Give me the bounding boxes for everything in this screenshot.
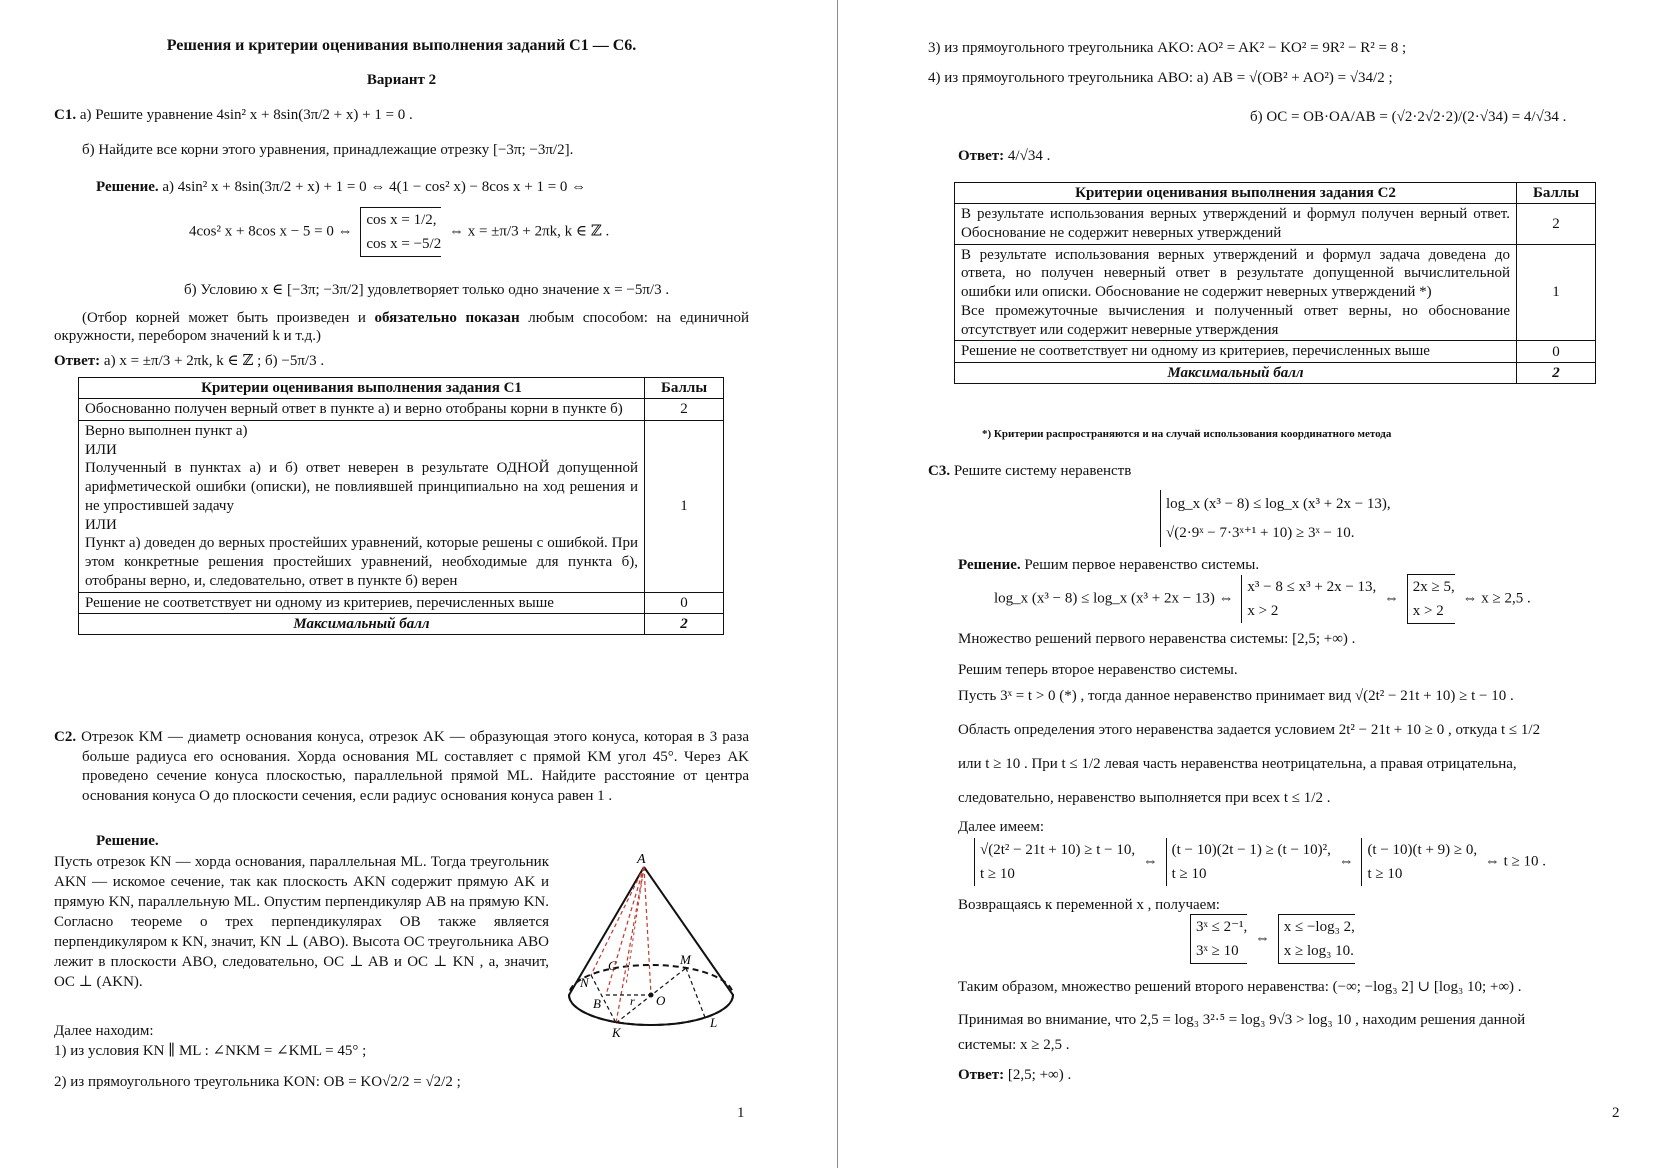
c1-case-2: cos x = −5/2 <box>366 236 442 252</box>
c3-final2: системы: x ≥ 2,5 . <box>958 1037 1070 1053</box>
footnote: *) Критерии распространяются и на случай использования координатного метода <box>982 428 1392 440</box>
criteria-text: Верно выполнен пункт а) <box>85 422 248 439</box>
c3-chain-end: ⇔ t ≥ 10 . <box>1484 853 1547 870</box>
c3-further: Далее имеем: <box>958 819 1045 835</box>
c1-note-part2: любым способом: на единичной окружности, перебором значений k и т.д.) <box>54 310 749 344</box>
variant-heading: Вариант 2 <box>366 72 437 88</box>
criteria-or: ИЛИ <box>85 516 117 533</box>
criteria-text-multi <box>955 244 1517 341</box>
cone-figure <box>556 845 746 1040</box>
c1-criteria-table <box>78 377 724 635</box>
c3-ret-line: x ≤ −log₃ 2, <box>1283 919 1355 935</box>
c1-criteria-header: Критерии оценивания выполнения задания С1 <box>79 378 645 399</box>
c1-task-b: б) Найдите все корни этого уравнения, принадлежащие отрезку [−3π; −3π/2]. <box>82 142 574 158</box>
label-l: L <box>710 1015 718 1030</box>
c3-answer-text: [2,5; +∞) . <box>1007 1067 1072 1083</box>
c2-answer-text: 4/√34 . <box>1007 148 1051 164</box>
c3-answer-label: Ответ: <box>958 1067 1005 1083</box>
label-a: A <box>637 852 646 867</box>
c3-ret-line: x ≥ log₃ 10. <box>1283 943 1354 959</box>
c2-criteria-header: Критерии оценивания выполнения задания С2 <box>955 183 1517 204</box>
c3-first-sys-b <box>1407 574 1455 624</box>
c1-cos-cases <box>360 207 441 257</box>
c3-chain-line: t ≥ 10 <box>1171 866 1207 882</box>
c3-first-inequality <box>994 574 1531 624</box>
label-b: B <box>593 996 601 1011</box>
c3-sys-1: log_x (x³ − 8) ≤ log_x (x³ + 2x − 13), <box>1166 496 1391 512</box>
c2-step4a: 4) из прямоугольного треугольника ABO: а) AB = √(OB² + AO²) = √34/2 ; <box>928 70 1393 86</box>
criteria-points: 2 <box>1517 204 1596 245</box>
height-ab <box>606 867 644 995</box>
criteria-or: ИЛИ <box>85 441 117 458</box>
c3-first-sys-line: x > 2 <box>1412 603 1444 619</box>
table-row <box>955 244 1596 341</box>
c2-step3: 3) из прямоугольного треугольника AKO: AO² = AK² − KO² = 9R² − R² = 8 ; <box>928 40 1407 56</box>
criteria-text: Пункт а) доведен до верных простейших уравнений, которые решены с ошибкой. При этом конкретные решения простейших уравнений, необходимые для пункта б), отобраны верно, и, следовательно, ответ в пункте б) верен <box>85 535 638 589</box>
table-row <box>955 363 1596 384</box>
c3-ret-a <box>1190 914 1247 964</box>
c1-note <box>54 309 749 345</box>
c2-label: С2. <box>54 729 77 745</box>
max-score-value: 2 <box>645 614 724 635</box>
cone-axis <box>644 867 651 995</box>
c2-step1: 1) из условия KN ∥ ML : ∠NKM = ∠KML = 45° ; <box>54 1043 367 1059</box>
c3-ret-line: 3ˣ ≤ 2⁻¹, <box>1196 919 1248 935</box>
c2-points-header: Баллы <box>1517 183 1596 204</box>
c3-chain-line: (t − 10)(2t − 1) ≥ (t − 10)², <box>1171 842 1331 858</box>
c1-solution-a2-left: 4cos² x + 8cos x − 5 = 0 ⇔ <box>189 223 353 240</box>
criteria-text: Решение не соответствует ни одному из критериев, перечисленных выше <box>79 592 645 614</box>
c3-set2: Таким образом, множество решений второго неравенства: (−∞; −log₃ 2] ∪ [log₃ 10; +∞) . <box>958 979 1522 995</box>
page-number-1: 1 <box>737 1105 745 1121</box>
criteria-points: 0 <box>1517 341 1596 363</box>
c1-task-a-text: а) Решите уравнение 4sin² x + 8sin(3π/2 + x) + 1 = 0 . <box>79 107 413 123</box>
c2-further: Далее находим: <box>54 1023 154 1039</box>
c3-ret-line: 3ˣ ≥ 10 <box>1196 943 1239 959</box>
page-number-2: 2 <box>1612 1105 1620 1121</box>
c3-chain-c <box>1361 838 1477 886</box>
document-title: Решения и критерии оценивания выполнения заданий С1 — С6. <box>166 37 637 54</box>
c3-first-right: ⇔ x ≥ 2,5 . <box>1462 590 1531 607</box>
table-row <box>79 399 724 421</box>
c3-chain-line: t ≥ 10 <box>1367 866 1403 882</box>
c3-substitution: Пусть 3ˣ = t > 0 (*) , тогда данное неравенство принимает вид √(2t² − 21t + 10) ≥ t − 10 . <box>958 688 1514 704</box>
criteria-text: В результате использования верных утверждений и формул задача доведена до ответа, но получен неверный ответ в результате допущенной вычислительной ошибки или описки. Обоснование не содержит неверных утверждений *) <box>961 246 1510 300</box>
c1-answer-text: а) x = ±π/3 + 2πk, k ∈ ℤ ; б) −5π/3 . <box>103 353 325 369</box>
c3-return-system <box>1186 914 1359 964</box>
criteria-text: Все промежуточные вычисления и полученный ответ верны, но обоснование отсутствует или содержит неверные утверждения <box>961 302 1510 338</box>
equiv-icon: ⇔ <box>1338 853 1354 870</box>
c3-label: С3. <box>928 463 951 479</box>
criteria-text: Решение не соответствует ни одному из критериев, перечисленных выше <box>955 341 1517 363</box>
c3-chain-b <box>1166 838 1331 886</box>
center-point <box>649 993 654 998</box>
c3-ret-b <box>1278 914 1355 964</box>
c3-task-text: Решите систему неравенств <box>953 463 1132 479</box>
label-n: N <box>580 975 589 990</box>
chord-ml <box>686 968 706 1020</box>
c1-task-a <box>54 106 413 124</box>
c1-solution-a1-text: а) 4sin² x + 8sin(3π/2 + x) + 1 = 0 ⇔ 4(1 − cos² x) − 8cos x + 1 = 0 ⇔ <box>162 179 587 195</box>
c3-domain: Область определения этого неравенства задается условием 2t² − 21t + 10 ≥ 0 , откуда t ≤ 1/2 <box>958 722 1541 738</box>
c3-final1: Принимая во внимание, что 2,5 = log₃ 3²·⁵ = log₃ 9√3 > log₃ 10 , находим решения данной <box>958 1012 1526 1028</box>
label-k: K <box>612 1025 621 1040</box>
c1-note-bold: обязательно показан <box>374 310 520 326</box>
max-score-label: Максимальный балл <box>955 363 1517 384</box>
c3-answer <box>958 1066 1071 1084</box>
c3-first-sys-a <box>1241 575 1376 623</box>
c3-chain <box>970 838 1546 886</box>
page-2 <box>928 0 1626 1168</box>
table-row <box>79 592 724 614</box>
max-score-value: 2 <box>1517 363 1596 384</box>
criteria-text: Полученный в пунктах а) и б) ответ неверен в результате ОДНОЙ допущенной арифметической ошибки (описки), не повлиявшей принципиально на ход решения и не упростившей задачу <box>85 460 638 514</box>
label-o: O <box>656 993 666 1008</box>
c1-answer-label: Ответ: <box>54 353 101 369</box>
table-row <box>955 204 1596 245</box>
c2-task-text: Отрезок KM — диаметр основания конуса, отрезок AK — образующая этого конуса, которая в 3 раза больше радиуса его основания. Хорда основания ML составляет с прямой KM угол 45°. Через AK проведено сечение конуса плоскостью, параллельной прямой ML. Найдите расстояние от центра основания конуса O до плоскости сечения, если радиус основания конуса равен 1 . <box>81 729 749 804</box>
c1-points-header: Баллы <box>645 378 724 399</box>
c3-chain-line: √(2t² − 21t + 10) ≥ t − 10, <box>980 842 1136 858</box>
c3-return: Возвращаясь к переменной x , получаем: <box>958 897 1220 913</box>
c3-domain2: или t ≥ 10 . При t ≤ 1/2 левая часть неравенства неотрицательна, а правая отрицательна, <box>958 756 1517 772</box>
c1-note-part1: (Отбор корней может быть произведен и <box>82 310 366 326</box>
c3-system <box>1156 490 1395 547</box>
c3-solution-intro <box>958 556 1259 574</box>
c3-solution-label: Решение. <box>958 557 1021 573</box>
c1-case-1: cos x = 1/2, <box>366 212 437 228</box>
c3-first-left: log_x (x³ − 8) ≤ log_x (x³ + 2x − 13) ⇔ <box>994 590 1234 607</box>
criteria-text: В результате использования верных утверждений и формул получен верный ответ. Обоснование не содержит неверных утверждений <box>955 204 1517 245</box>
c2-solution-text: Пусть отрезок KN — хорда основания, параллельная ML. Тогда треугольник AKN — искомое сечение, так как плоскость AKN содержит прямую AK и прямую KN, параллельную ML. Опустим перпендикуляр AB на прямую KN. Согласно теореме о трех перпендикулярах OB также является перпендикуляром к KN, значит, KN ⊥ (ABO). Высота OC треугольника ABO лежит в плоскости ABO, следовательно, OC ⊥ AB и OC ⊥ KN , а, значит, OC ⊥ (AKN). <box>54 854 549 990</box>
c2-step2: 2) из прямоугольного треугольника KON: OB = KO√2/2 = √2/2 ; <box>54 1074 461 1090</box>
c2-step4b: б) OC = OB·OA/AB = (√2·2√2·2)/(2·√34) = 4/√34 . <box>1250 109 1567 125</box>
c3-first-sys-line: x³ − 8 ≤ x³ + 2x − 13, <box>1247 579 1377 595</box>
c3-first-mid: ⇔ <box>1384 590 1400 607</box>
c2-answer-label: Ответ: <box>958 148 1005 164</box>
c3-system-brace <box>1160 490 1391 547</box>
c1-solution-a-line2 <box>189 207 609 257</box>
c1-solution-a2-right: ⇔ x = ±π/3 + 2πk, k ∈ ℤ . <box>448 223 610 240</box>
c2-criteria-table <box>954 182 1596 384</box>
criteria-points: 2 <box>645 399 724 421</box>
criteria-points: 1 <box>645 420 724 592</box>
c3-chain-line: (t − 10)(t + 9) ≥ 0, <box>1367 842 1478 858</box>
c1-solution-b: б) Условию x ∈ [−3π; −3π/2] удовлетворяет только одно значение x = −5π/3 . <box>184 282 670 298</box>
c3-chain-line: t ≥ 10 <box>980 866 1015 882</box>
c1-solution-a-line1 <box>96 178 586 196</box>
c3-chain-a <box>974 838 1135 886</box>
table-row <box>79 614 724 635</box>
c3-second-intro: Решим теперь второе неравенство системы. <box>958 662 1238 678</box>
page-1 <box>54 0 749 1168</box>
table-row <box>79 420 724 592</box>
c2-answer <box>958 147 1050 165</box>
max-score-label: Максимальный балл <box>79 614 645 635</box>
c2-task <box>54 728 749 806</box>
criteria-points: 0 <box>645 592 724 614</box>
criteria-text: Обоснованно получен верный ответ в пункте а) и верно отобраны корни в пункте б) <box>79 399 645 421</box>
c3-sys-2: √(2·9ˣ − 7·3ˣ⁺¹ + 10) ≥ 3ˣ − 10. <box>1166 524 1355 541</box>
table-row <box>955 341 1596 363</box>
c3-domain3: следовательно, неравенство выполняется при всех t ≤ 1/2 . <box>958 790 1331 806</box>
c3-solution-intro-text: Решим первое неравенство системы. <box>1024 557 1260 573</box>
label-m: M <box>680 952 691 967</box>
c1-answer <box>54 352 324 370</box>
c3-first-sys-line: 2x ≥ 5, <box>1412 579 1455 595</box>
c3-first-sys-line: x > 2 <box>1247 603 1279 619</box>
criteria-points: 1 <box>1517 244 1596 341</box>
equiv-icon: ⇔ <box>1142 853 1158 870</box>
c2-solution-label: Решение. <box>96 833 159 849</box>
equiv-icon: ⇔ <box>1254 930 1270 947</box>
label-c: C <box>608 958 617 973</box>
c3-set1: Множество решений первого неравенства системы: [2,5; +∞) . <box>958 631 1356 647</box>
criteria-text-multi <box>79 420 645 592</box>
c1-label: С1. <box>54 107 77 123</box>
page-divider <box>837 0 838 1168</box>
c3-task <box>928 462 1131 480</box>
label-r: r <box>630 994 635 1008</box>
c1-solution-label: Решение. <box>96 179 159 195</box>
